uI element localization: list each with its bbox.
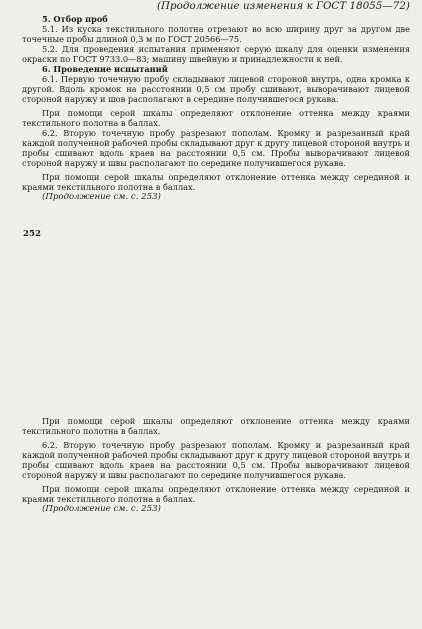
paragraph-6-1: 6.1. Первую точечную пробу складывают лицевой стороной внутрь, одна кромка к другой. Вдоль кромок на расстоянии 0,5 см пробу сшивают, выворачивают лицевой стороной наружу и шов располагают в середине получившегося рукава. — [22, 74, 410, 104]
upper-text-block — [22, 14, 410, 202]
section-6-heading: 6. Проведение испытаний — [42, 64, 168, 74]
lower-paragraph-6-2: 6.2. Вторую точечную пробу разрезают пополам. Кромку и разрезанный край каждой полученной рабочей пробы складывают друг к другу лицевой стороной внутрь и пробы сшивают вдоль краев на расстоянии 0,5 см. Пробы выворачивают лицевой стороной наружу и швы располагают по середине получившегося рукава. — [22, 440, 410, 480]
lower-paragraph-assessment-middle: При помощи серой шкалы определяют отклонение оттенка между серединой и краями текстильного полотна в баллах. — [22, 484, 410, 504]
continuation-note: (Продолжение см. с. 253) — [42, 192, 161, 202]
lower-paragraph-assessment-edges: При помощи серой шкалы определяют отклонение оттенка между краями текстильного полотна в баллах. — [22, 416, 410, 436]
running-header: (Продолжение изменения к ГОСТ 18055—72) — [156, 1, 410, 12]
paragraph-6-1-assessment: При помощи серой шкалы определяют отклонение оттенка между краями текстильного полотна в баллах. — [22, 108, 410, 128]
section-5-heading: 5. Отбор проб — [42, 14, 108, 24]
paragraph-5-2: 5.2. Для проведения испытания применяют серую шкалу для оценки изменения окраски по ГОСТ 9733.0—83; машину швейную и принадлежности к ней. — [22, 44, 410, 64]
paragraph-6-2-assessment: При помощи серой шкалы определяют отклонение оттенка между серединой и краями текстильного полотна в баллах. — [22, 172, 410, 192]
lower-continuation-note: (Продолжение см. с. 253) — [42, 504, 161, 514]
page-number: 252 — [23, 229, 41, 239]
paragraph-6-2: 6.2. Вторую точечную пробу разрезают пополам. Кромку и разрезанный край каждой полученной рабочей пробы складывают друг к другу лицевой стороной внутрь и пробы сшивают вдоль краев на расстоянии 0,5 см. Пробы выворачивают лицевой стороной наружу и швы располагают по середине получившегося рукава. — [22, 128, 410, 168]
paragraph-5-1: 5.1. Из куска текстильного полотна отрезают во всю ширину друг за другом две точечные пробы длиной 0,3 м по ГОСТ 20566—75. — [22, 24, 410, 44]
lower-text-block — [22, 416, 410, 514]
